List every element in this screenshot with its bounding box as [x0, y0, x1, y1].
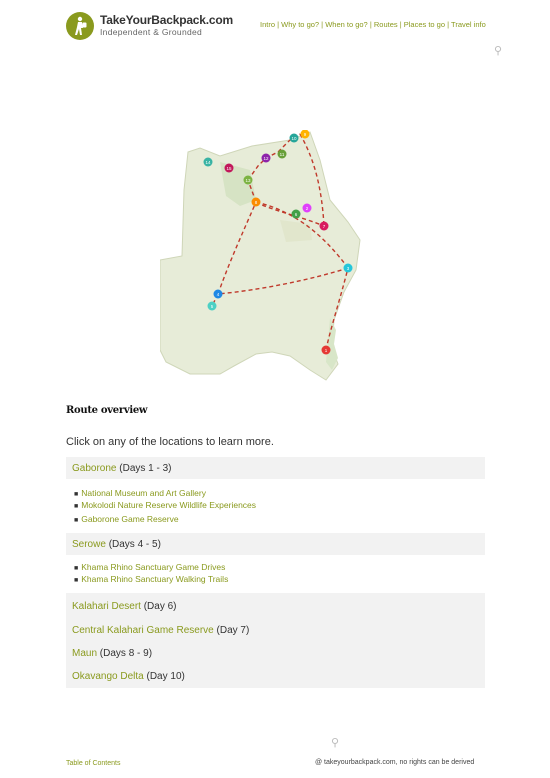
- stop-marker-2[interactable]: [303, 204, 312, 213]
- stop-days: (Day 6): [143, 601, 177, 612]
- svg-text:6: 6: [294, 212, 298, 217]
- stop-days: (Days 8 - 9): [99, 648, 153, 659]
- svg-text:3: 3: [346, 266, 350, 271]
- stop-marker-10[interactable]: [290, 134, 299, 143]
- stop-days: (Days 1 - 3): [119, 463, 172, 474]
- stop-days: (Day 7): [216, 625, 250, 636]
- copyright-text: @ takeyourbackpack.com, no rights can be derived: [315, 759, 475, 766]
- hiker-logo-icon: [71, 16, 89, 36]
- stop-row-central-kalahari: [72, 625, 249, 636]
- stop-marker-6[interactable]: [292, 210, 301, 219]
- stop-marker-7[interactable]: [320, 222, 329, 231]
- route-overview-title: Route overview: [66, 405, 148, 416]
- stop-marker-1[interactable]: [322, 346, 331, 355]
- svg-text:1: 1: [324, 348, 328, 353]
- table-of-contents-link[interactable]: Table of Contents: [66, 760, 121, 767]
- stop-marker-14[interactable]: [204, 158, 213, 167]
- hiker-icon: ⚲: [494, 45, 503, 57]
- route-map[interactable]: [160, 130, 390, 386]
- svg-text:14: 14: [205, 160, 211, 165]
- brand-name[interactable]: TakeYourBackpack.com: [100, 13, 233, 27]
- svg-text:15: 15: [226, 166, 232, 171]
- stop-row-kalahari-desert: [72, 601, 177, 612]
- stop-marker-8[interactable]: [252, 198, 261, 207]
- stop-marker-5[interactable]: [208, 302, 217, 311]
- svg-text:2: 2: [305, 206, 309, 211]
- stop-link-central-kalahari[interactable]: Central Kalahari Game Reserve: [72, 625, 214, 636]
- stop-days: (Day 10): [146, 671, 185, 682]
- stop-marker-11[interactable]: [278, 150, 287, 159]
- svg-text:7: 7: [322, 224, 326, 229]
- stop-row-maun: [72, 648, 152, 659]
- activity-item[interactable]: ■ Khama Rhino Sanctuary Game Drives: [74, 562, 226, 572]
- nav-when-to-go[interactable]: When to go?: [325, 20, 368, 29]
- svg-text:12: 12: [263, 156, 269, 161]
- svg-text:4: 4: [216, 292, 220, 297]
- nav-why-to-go[interactable]: Why to go?: [281, 20, 320, 29]
- logo[interactable]: [66, 12, 94, 40]
- stop-marker-15[interactable]: [225, 164, 234, 173]
- stop-marker-13[interactable]: [244, 176, 253, 185]
- nav-routes[interactable]: Routes: [373, 20, 398, 29]
- stop-marker-12[interactable]: [262, 154, 271, 163]
- activity-item[interactable]: ■ National Museum and Art Gallery: [74, 488, 206, 498]
- activity-item[interactable]: ■ Khama Rhino Sanctuary Walking Trails: [74, 574, 229, 584]
- activity-item[interactable]: ■ Mokolodi Nature Reserve Wildlife Experiences: [74, 500, 257, 510]
- page-header: [0, 0, 550, 57]
- hiker-icon: ⚲: [331, 737, 340, 749]
- activity-item[interactable]: ■ Gaborone Game Reserve: [74, 514, 179, 524]
- nav-travel-info[interactable]: Travel info: [451, 20, 486, 29]
- svg-text:8: 8: [254, 200, 258, 205]
- top-navigation: Intro | Why to go? | When to go? | Routes | Places to go | Travel info: [260, 20, 486, 29]
- route-intro-text: Click on any of the locations to learn more.: [66, 436, 274, 448]
- svg-text:11: 11: [279, 152, 285, 157]
- stop-days: (Days 4 - 5): [108, 539, 161, 550]
- stop-row-gaborone: [72, 463, 172, 474]
- stop-row-okavango-delta: [72, 671, 185, 682]
- stop-link-okavango-delta[interactable]: Okavango Delta: [72, 671, 144, 682]
- stop-row-serowe: [72, 539, 161, 550]
- brand-tagline: Independent & Grounded: [100, 27, 203, 37]
- stop-link-serowe[interactable]: Serowe: [72, 539, 106, 550]
- stop-link-gaborone[interactable]: Gaborone: [72, 463, 117, 474]
- nav-places-to-go[interactable]: Places to go: [403, 20, 446, 29]
- stop-link-maun[interactable]: Maun: [72, 648, 98, 659]
- svg-text:5: 5: [210, 304, 214, 309]
- stop-marker-4[interactable]: [214, 290, 223, 299]
- svg-text:13: 13: [245, 178, 251, 183]
- svg-text:9: 9: [303, 132, 307, 137]
- stop-marker-3[interactable]: [344, 264, 353, 273]
- svg-text:10: 10: [291, 136, 297, 141]
- nav-intro[interactable]: Intro: [260, 20, 276, 29]
- stop-link-kalahari-desert[interactable]: Kalahari Desert: [72, 601, 141, 612]
